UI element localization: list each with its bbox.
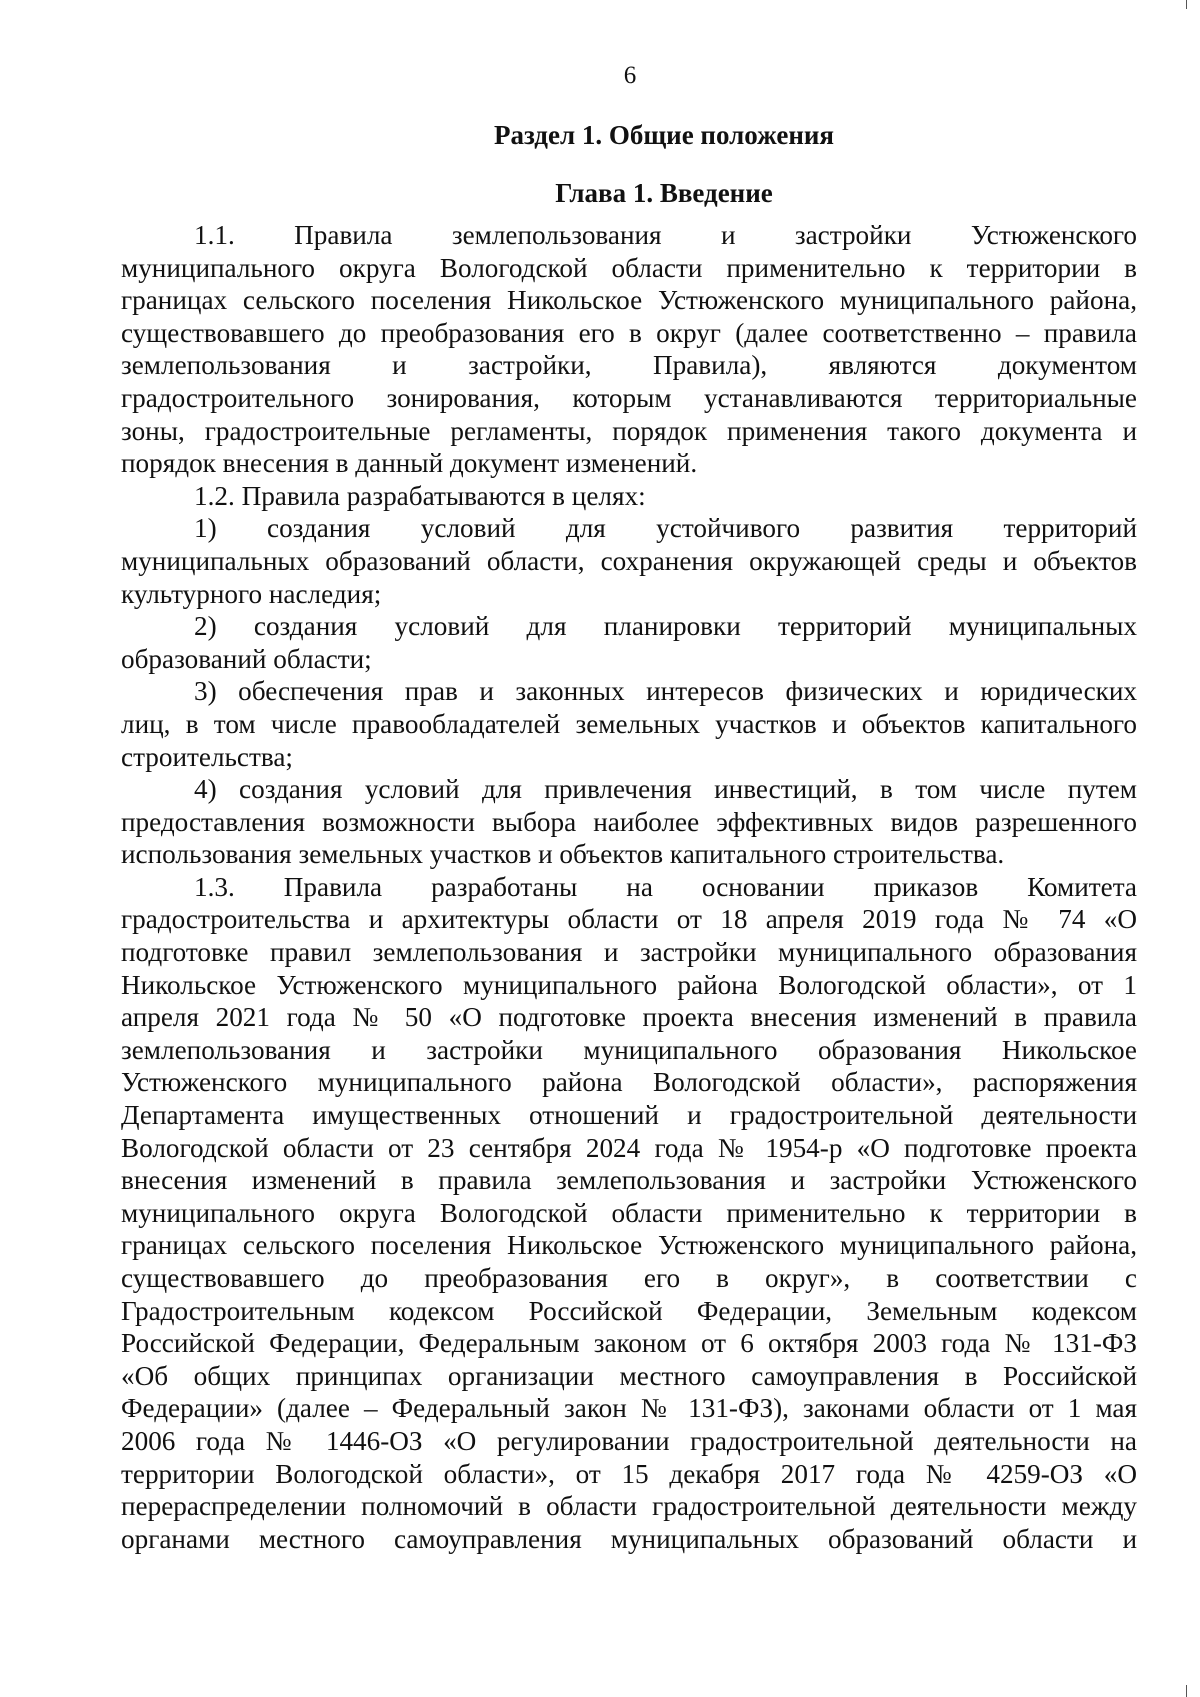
text-line: Никольское Устюженского муниципального района Вологодской области», от 1 bbox=[121, 969, 1137, 1000]
text-line: лиц, в том числе правообладателей земельных участков и объектов капитального bbox=[121, 708, 1137, 739]
text-line: Департамента имущественных отношений и градостроительной деятельности bbox=[121, 1100, 1137, 1131]
text-line: существовавшего до преобразования его в округ (далее соответственно – правила bbox=[121, 317, 1137, 348]
text-line: 1.3. Правила разработаны на основании приказов Комитета bbox=[194, 871, 1137, 902]
text-line: 3) обеспечения прав и законных интересов физических и юридических bbox=[194, 676, 1137, 707]
text-line: муниципальных образований области, сохранения окружающей среды и объектов bbox=[121, 545, 1137, 576]
page-number: 6 bbox=[623, 62, 637, 89]
text-line: муниципального округа Вологодской области применительно к территории в bbox=[121, 252, 1137, 283]
text-line: внесения изменений в правила землепользования и застройки Устюженского bbox=[121, 1165, 1137, 1196]
text-line: 1.1. Правила землепользования и застройки Устюженского bbox=[194, 220, 1137, 250]
text-line: порядок внесения в данный документ изменений. bbox=[121, 448, 698, 479]
text-line: территории Вологодской области», от 15 декабря 2017 года № 4259-ОЗ «О bbox=[121, 1458, 1137, 1489]
text-line: перераспределении полномочий в области градостроительной деятельности между bbox=[121, 1491, 1137, 1522]
text-line: 2) создания условий для планировки территорий муниципальных bbox=[194, 611, 1137, 642]
text-line: органами местного самоуправления муниципальных образований области и bbox=[121, 1523, 1137, 1554]
text-line: границах сельского поселения Никольское Устюженского муниципального района, bbox=[121, 1230, 1137, 1261]
text-line: градостроительства и архитектуры области от 18 апреля 2019 года № 74 «О bbox=[121, 904, 1137, 935]
text-line: границах сельского поселения Никольское Устюженского муниципального района, bbox=[121, 285, 1137, 316]
text-line: землепользования и застройки, Правила), являются документом bbox=[121, 350, 1137, 381]
text-line: 1) создания условий для устойчивого развития территорий bbox=[194, 513, 1137, 544]
text-line: 4) создания условий для привлечения инвестиций, в том числе путем bbox=[194, 774, 1137, 805]
text-line: Вологодской области от 23 сентября 2024 года № 1954-р «О подготовке проекта bbox=[121, 1132, 1137, 1163]
text-line: Устюженского муниципального района Вологодской области», распоряжения bbox=[121, 1067, 1137, 1098]
text-line: землепользования и застройки муниципального образования Никольское bbox=[121, 1034, 1137, 1065]
text-line: подготовке правил землепользования и застройки муниципального образования bbox=[121, 937, 1137, 968]
text-line: градостроительного зонирования, которым устанавливаются территориальные bbox=[121, 382, 1137, 413]
chapter-heading: Глава 1. Введение bbox=[555, 178, 773, 208]
text-line: «Об общих принципах организации местного самоуправления в Российской bbox=[121, 1360, 1137, 1391]
text-line: образований области; bbox=[121, 643, 372, 674]
body-text bbox=[121, 219, 1137, 1555]
text-line: 2006 года № 1446-ОЗ «О регулировании градостроительной деятельности на bbox=[121, 1425, 1137, 1456]
text-line: Градостроительным кодексом Российской Федерации, Земельным кодексом bbox=[121, 1295, 1137, 1326]
text-line: строительства; bbox=[121, 741, 293, 772]
text-line: апреля 2021 года № 50 «О подготовке проекта внесения изменений в правила bbox=[121, 1002, 1137, 1033]
text-line: культурного наследия; bbox=[121, 578, 382, 609]
text-line: использования земельных участков и объектов капитального строительства. bbox=[121, 839, 1005, 870]
section-heading: Раздел 1. Общие положения bbox=[493, 120, 835, 150]
text-line: предоставления возможности выбора наиболее эффективных видов разрешенного bbox=[121, 806, 1137, 837]
text-line: 1.2. Правила разрабатываются в целях: bbox=[194, 480, 646, 511]
text-line: зоны, градостроительные регламенты, порядок применения такого документа и bbox=[121, 415, 1137, 446]
text-line: муниципального округа Вологодской области применительно к территории в bbox=[121, 1197, 1137, 1228]
text-line: Федерации» (далее – Федеральный закон № 131-ФЗ), законами области от 1 мая bbox=[121, 1393, 1137, 1424]
scan-edge-mark-top bbox=[1186, 0, 1187, 9]
text-line: существовавшего до преобразования его в округ», в соответствии с bbox=[121, 1263, 1137, 1293]
scan-edge-mark-bottom bbox=[1186, 1685, 1187, 1697]
text-line: Российской Федерации, Федеральным законом от 6 октября 2003 года № 131-ФЗ bbox=[121, 1328, 1137, 1359]
